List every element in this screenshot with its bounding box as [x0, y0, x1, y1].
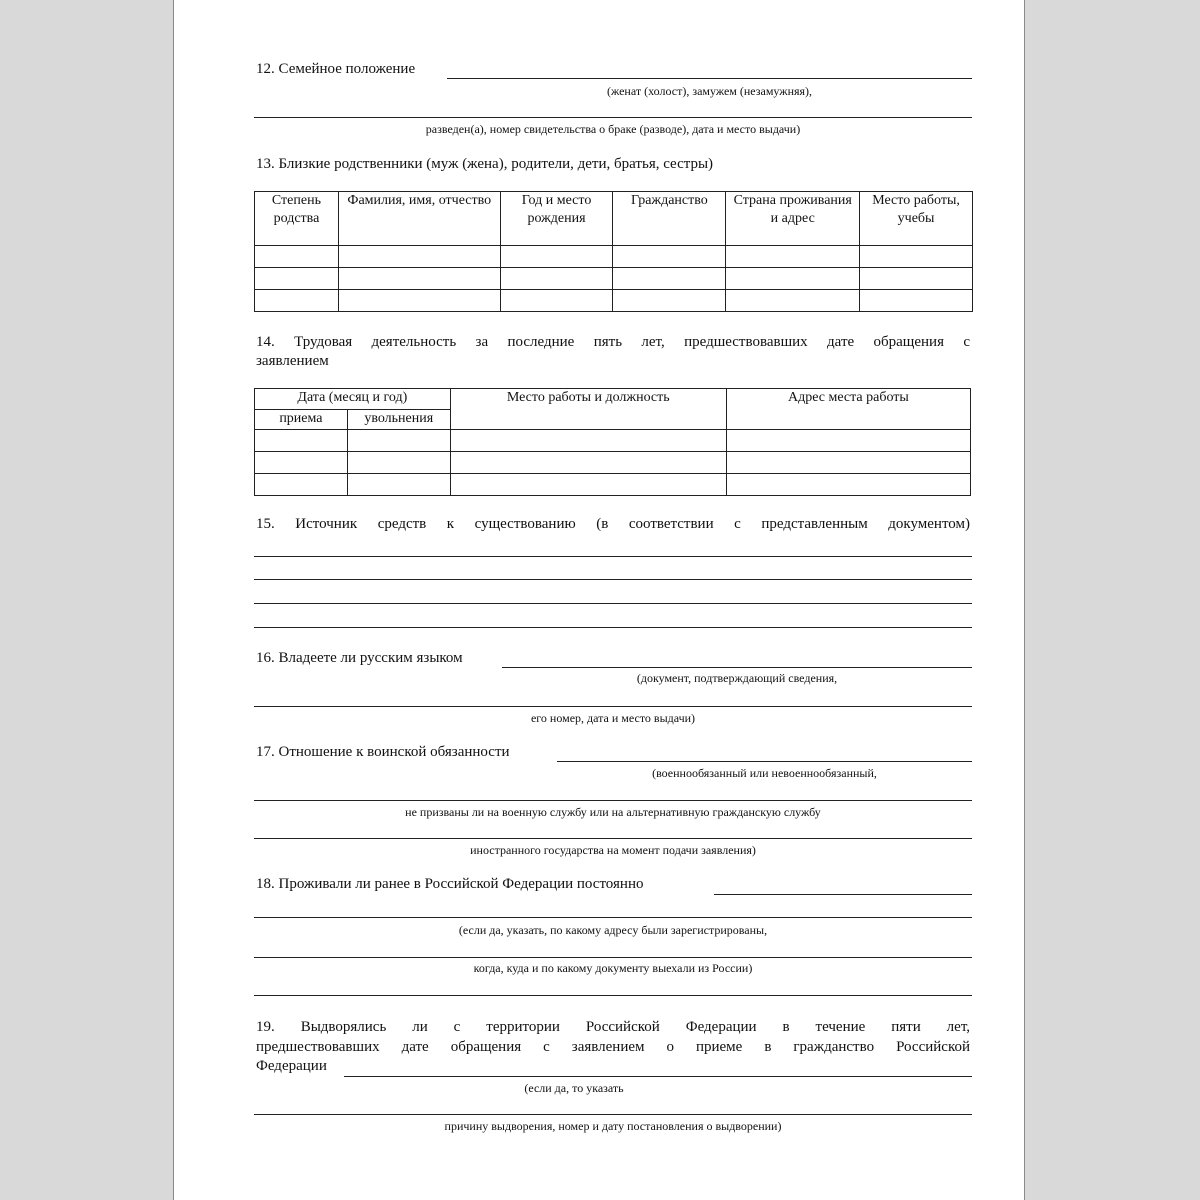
q12-label: 12. Семейное положение [256, 61, 416, 77]
q12-field-line-2[interactable] [254, 117, 972, 118]
table-cell[interactable] [500, 246, 613, 268]
table-cell[interactable] [255, 246, 339, 268]
table-cell[interactable] [860, 246, 973, 268]
header-birth: Год и место рождения [500, 192, 613, 246]
employment-header-row [255, 389, 971, 410]
q15-field-line-4[interactable] [254, 627, 972, 628]
q18-hint-2: когда, куда и по какому документу выехали из России) [473, 961, 753, 975]
q16-label: 16. Владеете ли русским языком [256, 650, 463, 666]
header-date: Дата (месяц и год) [255, 389, 451, 410]
q16-hint-2: его номер, дата и место выдачи) [530, 711, 696, 725]
table-cell[interactable] [450, 474, 726, 496]
table-cell[interactable] [613, 268, 726, 290]
q17-label: 17. Отношение к воинской обязанности [256, 744, 510, 760]
q19-label-line-1: 19. Выдворялись ли с территории Российской Федерации в течение пяти лет, [256, 1019, 970, 1035]
q12-field-line-1[interactable] [447, 78, 972, 79]
q14-label-line-1: 14. Трудовая деятельность за последние пять лет, предшествовавших дате обращения с [256, 334, 970, 350]
table-cell[interactable] [860, 290, 973, 312]
q17-hint-3: иностранного государства на момент подачи заявления) [470, 843, 756, 857]
header-hire: приема [255, 410, 348, 430]
header-citizenship: Гражданство [613, 192, 726, 246]
relatives-table [254, 191, 973, 312]
q17-field-line-3[interactable] [254, 838, 972, 839]
table-cell[interactable] [726, 430, 970, 452]
header-relation: Степень родства [255, 192, 339, 246]
table-cell[interactable] [347, 430, 450, 452]
q15-field-line-3[interactable] [254, 603, 972, 604]
q17-hint-1: (военнообязанный или невоеннообязанный, [652, 766, 877, 780]
q19-field-line-2[interactable] [254, 1114, 972, 1115]
q19-hint-1: (если да, то указать [524, 1081, 624, 1095]
q18-field-line-1[interactable] [714, 894, 972, 895]
header-place-position: Место работы и должность [450, 389, 726, 430]
q18-field-line-3[interactable] [254, 957, 972, 958]
q12-hint-2: разведен(а), номер свидетельства о браке (разводе), дата и место выдачи) [425, 122, 801, 136]
q18-field-line-4[interactable] [254, 995, 972, 996]
q19-label-line-2: предшествовавших дате обращения с заявлением о приеме в гражданство Российской [256, 1039, 970, 1055]
table-cell[interactable] [450, 430, 726, 452]
table-cell[interactable] [338, 246, 500, 268]
q19-label-line-3: Федерации [256, 1058, 327, 1074]
q15-label: 15. Источник средств к существованию (в соответствии с представленным документом) [256, 516, 970, 532]
q19-field-line-1[interactable] [344, 1076, 972, 1077]
q16-field-line-1[interactable] [502, 667, 972, 668]
table-cell[interactable] [726, 474, 970, 496]
table-cell[interactable] [255, 290, 339, 312]
table-cell[interactable] [255, 268, 339, 290]
document-page [173, 0, 1025, 1200]
q16-hint-1: (документ, подтверждающий сведения, [636, 671, 838, 685]
table-cell[interactable] [613, 246, 726, 268]
relatives-header-row [255, 192, 973, 246]
header-dismissal: увольнения [347, 410, 450, 430]
table-cell[interactable] [613, 290, 726, 312]
table-cell[interactable] [255, 430, 348, 452]
table-cell[interactable] [726, 290, 860, 312]
table-row [255, 474, 971, 496]
table-cell[interactable] [255, 452, 348, 474]
table-cell[interactable] [255, 474, 348, 496]
header-country-address: Страна проживания и адрес [726, 192, 860, 246]
table-cell[interactable] [500, 268, 613, 290]
table-cell[interactable] [347, 474, 450, 496]
q13-label: 13. Близкие родственники (муж (жена), родители, дети, братья, сестры) [256, 156, 714, 172]
table-cell[interactable] [347, 452, 450, 474]
q19-hint-2: причину выдворения, номер и дату постановления о выдворении) [444, 1119, 782, 1133]
header-work-study: Место работы, учебы [860, 192, 973, 246]
q17-hint-2: не призваны ли на военную службу или на альтернативную гражданскую службу [405, 805, 821, 819]
table-row [255, 268, 973, 290]
table-cell[interactable] [860, 268, 973, 290]
employment-table [254, 388, 971, 496]
table-cell[interactable] [726, 452, 970, 474]
q18-hint-1: (если да, указать, по какому адресу были зарегистрированы, [458, 923, 768, 937]
q15-field-line-1[interactable] [254, 556, 972, 557]
table-row [255, 452, 971, 474]
table-row [255, 430, 971, 452]
table-cell[interactable] [500, 290, 613, 312]
q12-hint-1: (женат (холост), замужем (незамужняя), [606, 84, 813, 98]
table-row [255, 290, 973, 312]
header-work-address: Адрес места работы [726, 389, 970, 430]
q18-field-line-2[interactable] [254, 917, 972, 918]
table-cell[interactable] [726, 246, 860, 268]
q17-field-line-2[interactable] [254, 800, 972, 801]
q14-label-line-2: заявлением [256, 353, 329, 369]
q16-field-line-2[interactable] [254, 706, 972, 707]
table-cell[interactable] [450, 452, 726, 474]
header-fullname: Фамилия, имя, отчество [338, 192, 500, 246]
q15-field-line-2[interactable] [254, 579, 972, 580]
q18-label: 18. Проживали ли ранее в Российской Федерации постоянно [256, 876, 644, 892]
table-row [255, 246, 973, 268]
table-cell[interactable] [338, 290, 500, 312]
q17-field-line-1[interactable] [557, 761, 972, 762]
table-cell[interactable] [338, 268, 500, 290]
table-cell[interactable] [726, 268, 860, 290]
